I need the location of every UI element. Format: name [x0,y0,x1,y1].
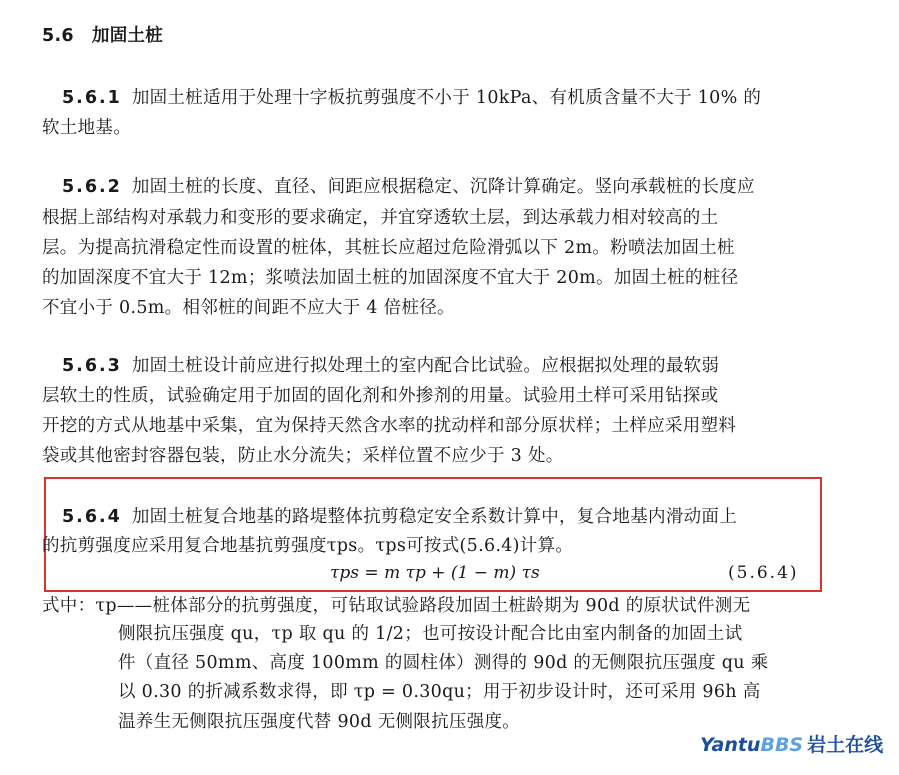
clause-5-6-2-line-3: 层。为提高抗滑稳定性而设置的桩体，其桩长应超过危险滑弧以下 2m。粉喷法加固土桩 [42,238,735,258]
clause-5-6-3-line-3: 开挖的方式从地基中采集，宜为保持天然含水率的扰动样和部分原状样；土样应采用塑料 [42,416,737,436]
watermark-part-2: BBS [760,734,804,756]
clause-5-6-3-line-2: 层软土的性质，试验确定用于加固的固化剂和外掺剂的用量。试验用土样可采用钻探或 [42,386,719,406]
formula-number: (5.6.4) [728,563,799,583]
clause-number: 5.6.2 [62,177,122,197]
where-line-4: 以 0.30 的折减系数求得，即 τp = 0.30qu；用于初步设计时，还可采用 96h 高 [118,682,761,702]
clause-5-6-3-line-1 [62,354,719,378]
clause-5-6-2-line-4: 的加固深度不宜大于 12m；浆喷法加固土桩的加固深度不宜大于 20m。加固土桩的桩径 [42,268,739,288]
watermark-part-1: Yantu [700,734,761,756]
clause-5-6-2-line-5: 不宜小于 0.5m。相邻桩的间距不应大于 4 倍桩径。 [42,298,455,318]
watermark-part-3: 岩土在线 [807,734,884,756]
clause-5-6-2-line-1 [62,175,755,199]
clause-5-6-4-line-1 [62,505,737,529]
where-line-3: 件（直径 50mm、高度 100mm 的圆柱体）测得的 90d 的无侧限抗压强度 qu 乘 [118,653,769,673]
clause-5-6-1-line-1 [62,86,761,110]
clause-text: 加固土桩的长度、直径、间距应根据稳定、沉降计算确定。竖向承载桩的长度应 [131,177,755,197]
clause-number: 5.6.4 [62,507,122,527]
clause-text: 加固土桩设计前应进行拟处理土的室内配合比试验。应根据拟处理的最软弱 [131,356,720,376]
section-title: 加固土桩 [91,26,164,46]
where-line-5: 温养生无侧限抗压强度代替 90d 无侧限抗压强度。 [118,712,521,732]
where-line-1: 式中：τp——桩体部分的抗剪强度，可钻取试验路段加固土桩龄期为 90d 的原状试件测无 [42,596,751,616]
watermark-logo [700,730,883,757]
clause-5-6-2-line-2: 根据上部结构对承载力和变形的要求确定，并宜穿透软土层，到达承载力相对较高的土 [42,208,719,228]
clause-5-6-4-line-2: 的抗剪强度应采用复合地基抗剪强度τps。τps可按式(5.6.4)计算。 [42,536,574,556]
section-number: 5.6 [42,26,74,46]
formula-expression: τps = m τp + (1 − m) τs [330,563,540,583]
clause-text: 加固土桩复合地基的路堤整体抗剪稳定安全系数计算中，复合地基内滑动面上 [131,507,738,527]
clause-number: 5.6.1 [62,88,122,108]
clause-5-6-1-line-2: 软土地基。 [42,118,131,138]
clause-text: 加固土桩适用于处理十字板抗剪强度不小于 10kPa、有机质含量不大于 10% 的 [131,88,762,108]
where-line-2: 侧限抗压强度 qu，τp 取 qu 的 1/2；也可按设计配合比由室内制备的加固土试 [118,624,743,644]
clause-5-6-3-line-4: 袋或其他密封容器包装，防止水分流失；采样位置不应少于 3 处。 [42,446,564,466]
clause-number: 5.6.3 [62,356,122,376]
section-heading [42,24,163,48]
